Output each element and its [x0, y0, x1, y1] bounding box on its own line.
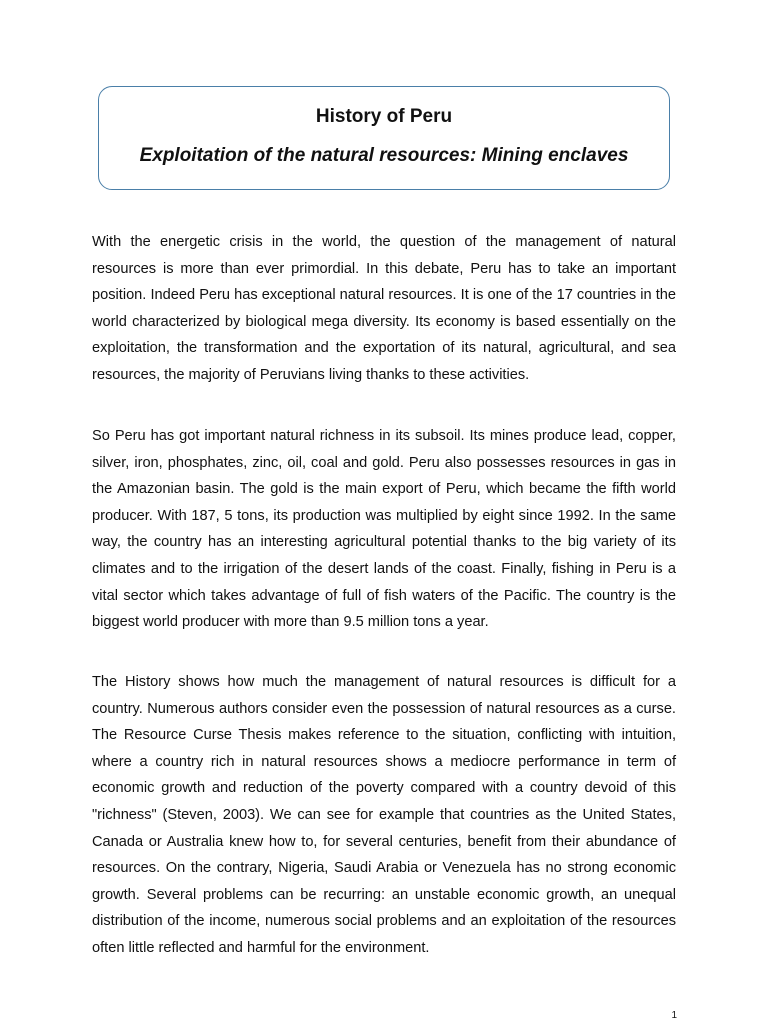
paragraph-resource-curse: The History shows how much the management of natural resources is difficult for a country. Numerous authors consider even the possession of natural resources as a curse. The Resource Curse Thesis makes reference to the situation, conflicting with intuition, where a country rich in natural resources shows a mediocre performance in term of economic growth and reduction of the poverty compared with a country devoid of this "richness" (Steven, 2003). We can see for example that countries as the United States, Canada or Australia knew how to, for several centuries, benefit from their abundance of resources. On the contrary, Nigeria, Saudi Arabia or Venezuela has no strong economic growth. Several problems can be recurring: an unstable economic growth, an unequal distribution of the income, numerous social problems and an exploitation of the resources often little reflected and harmful for the environment.: [92, 674, 676, 956]
paragraph-energy-crisis: With the energetic crisis in the world, the question of the management of natural resources is more than ever primordial. In this debate, Peru has to take an important position. Indeed Peru has exceptional natural resources. It is one of the 17 countries in the world characterized by biological mega diversity. Its economy is based essentially on the exploitation, the transformation and the exportation of its natural, agricultural, and sea resources, the majority of Peruvians living thanks to these activities.: [92, 234, 676, 383]
document-subtitle: Exploitation of the natural resources: Mining enclaves: [139, 145, 629, 166]
page-number: 1: [671, 1010, 677, 1021]
title-box: [98, 86, 670, 190]
paragraph-natural-richness: So Peru has got important natural richness in its subsoil. Its mines produce lead, copper, silver, iron, phosphates, zinc, oil, coal and gold. Peru also possesses resources in gas in the Amazonian basin. The gold is the main export of Peru, which became the fifth world producer. With 187, 5 tons, its production was multiplied by eight since 1992. In the same way, the country has an interesting agricultural potential thanks to the big variety of its climates and to the irrigation of the desert lands of the coast. Finally, fishing in Peru is a vital sector which takes advantage of full of fish waters of the Pacific. The country is the biggest world producer with more than 9.5 million tons a year.: [92, 428, 676, 631]
document-title: History of Peru: [315, 106, 453, 127]
